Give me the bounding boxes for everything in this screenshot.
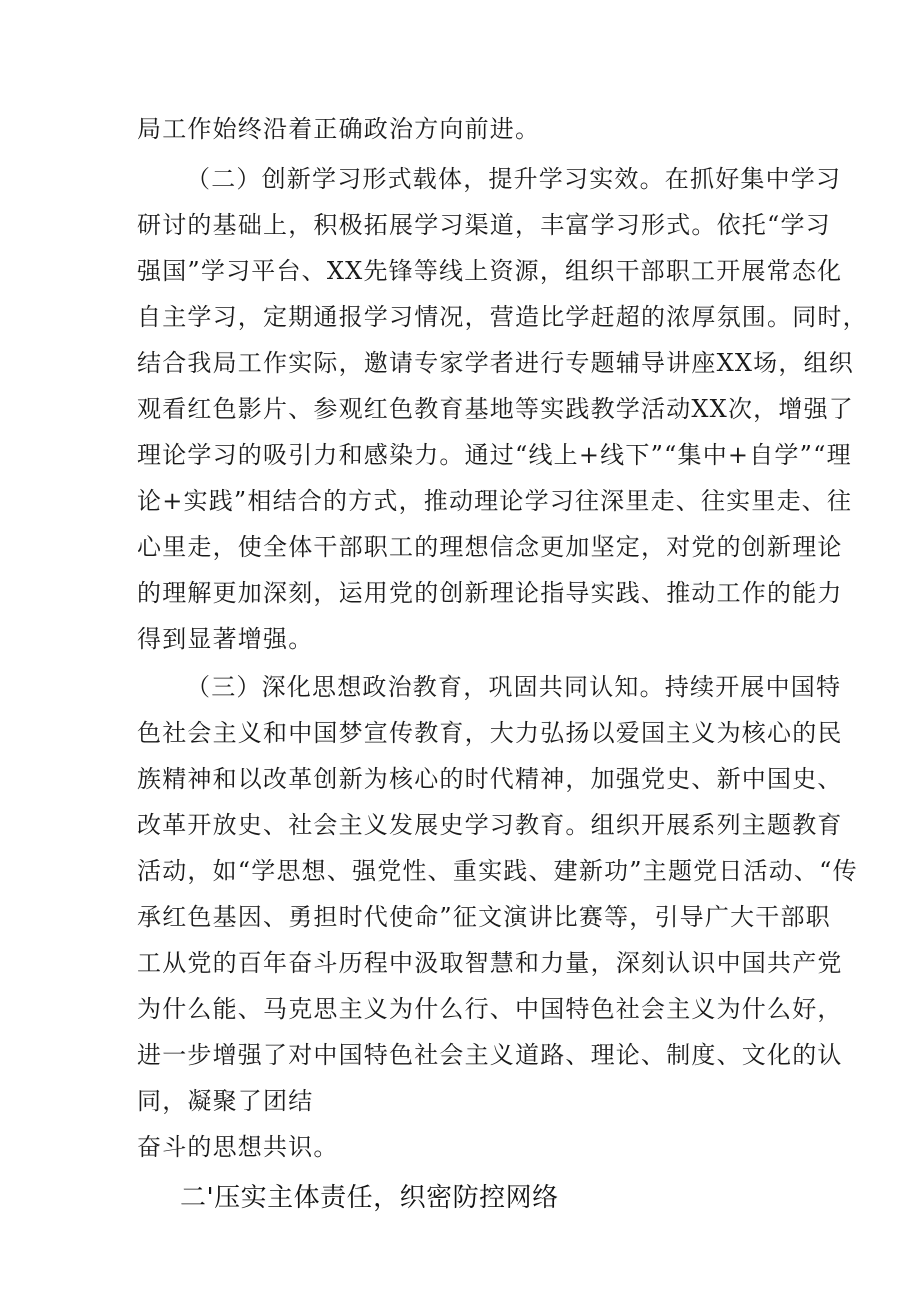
text-line: 活动，如“学思想、强党性、重实践、建新功”主题党日活动、“传 [137,857,858,885]
text-line: 得到显著增强。 [137,625,314,653]
text-line: 理论学习的吸引力和感染力。通过“线上+线下”“集中+自学”“理 [137,441,852,469]
text-line: 心里走，使全体干部职工的理想信念更加坚定，对党的创新理论 [137,533,843,561]
text-line: 承红色基因、勇担时代使命”征文演讲比赛等，引导广大干部职 [137,903,831,931]
paragraph-3-start: （三）深化思想政治教育，巩固共同认知。持续开展中国特 [186,673,842,701]
text-line: 强国”学习平台、XX先锋等线上资源，组织干部职工开展常态化 [137,257,843,285]
text-line: 为什么能、马克思主义为什么行、中国特色社会主义为什么好， [137,995,843,1023]
section-heading: 二'压实主体责任，织密防控网络 [180,1183,559,1213]
text-line: 自主学习，定期通报学习情况，营造比学赶超的浓厚氛围。同时， [137,303,868,331]
text-line: 同，凝聚了团结 [137,1087,314,1115]
paragraph-2-start: （二）创新学习形式载体，提升学习实效。在抓好集中学习 [186,165,842,193]
text-line: 进一步增强了对中国特色社会主义道路、理论、制度、文化的认 [137,1041,843,1069]
text-line: 局工作始终沿着正确政治方向前进。 [137,115,541,143]
text-line: 族精神和以改革创新为核心的时代精神，加强党史、新中国史、 [137,765,843,793]
text-line: 的理解更加深刻，运用党的创新理论指导实践、推动工作的能力 [137,579,843,607]
text-line: 论+实践”相结合的方式，推动理论学习往深里走、往实里走、往 [137,487,853,515]
text-line: 观看红色影片、参观红色教育基地等实践教学活动XX次，增强了 [137,395,854,423]
text-line: 研讨的基础上，积极拓展学习渠道，丰富学习形式。依托“学习 [137,211,831,239]
text-line: 改革开放史、社会主义发展史学习教育。组织开展系列主题教育 [137,811,843,839]
text-line: 奋斗的思想共识。 [137,1133,339,1161]
text-line: 结合我局工作实际，邀请专家学者进行专题辅导讲座XX场，组织 [137,349,854,377]
text-line: 工从党的百年奋斗历程中汲取智慧和力量，深刻认识中国共产党 [137,949,843,977]
text-line: 色社会主义和中国梦宣传教育，大力弘扬以爱国主义为核心的民 [137,719,843,747]
